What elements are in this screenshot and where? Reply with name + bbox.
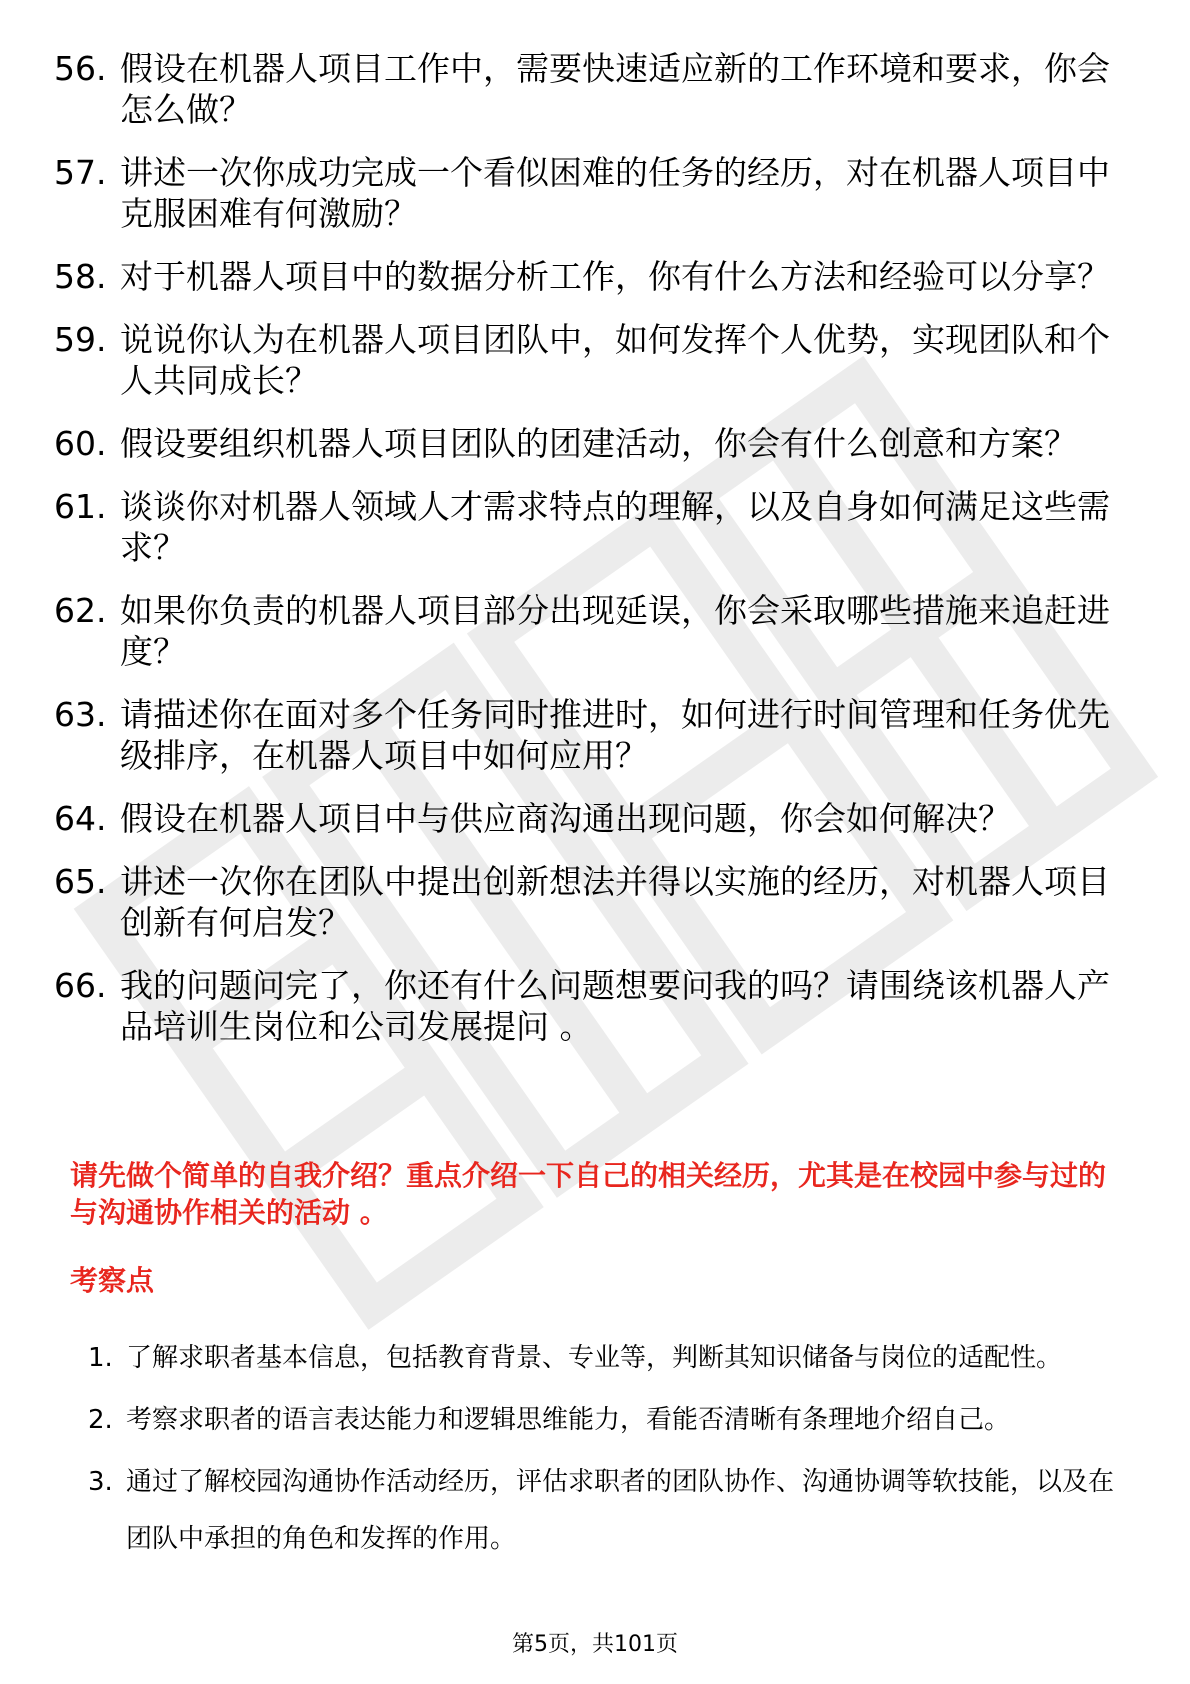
question-number: 65. xyxy=(54,862,107,901)
list-item xyxy=(54,48,1134,130)
point-text: 考察求职者的语言表达能力和逻辑思维能力，看能否清晰有条理地介绍自己。 xyxy=(126,1405,1011,1435)
question-number: 59. xyxy=(54,320,107,359)
list-item xyxy=(54,319,1134,401)
question-number: 64. xyxy=(54,799,107,838)
point-text: 通过了解校园沟通协作活动经历，评估求职者的团队协作、沟通协调等软技能，以及在团队中承担的角色和发挥的作用。 xyxy=(126,1467,1115,1554)
question-number: 66. xyxy=(54,966,107,1005)
question-list xyxy=(54,48,1134,1069)
list-item xyxy=(54,798,1134,839)
question-text: 讲述一次你在团队中提出创新想法并得以实施的经历，对机器人项目创新有何启发？ xyxy=(120,862,1110,942)
section-heading: 考察点 xyxy=(70,1264,155,1297)
point-number: 2. xyxy=(88,1405,113,1435)
evaluation-points xyxy=(88,1330,1118,1573)
question-number: 60. xyxy=(54,424,107,463)
point-text: 了解求职者基本信息，包括教育背景、专业等，判断其知识储备与岗位的适配性。 xyxy=(126,1343,1063,1373)
list-item xyxy=(54,256,1134,297)
list-item xyxy=(54,423,1134,464)
question-text: 对于机器人项目中的数据分析工作，你有什么方法和经验可以分享？ xyxy=(120,257,1110,296)
page-footer: 第5页，共101页 xyxy=(512,1632,678,1657)
question-number: 57. xyxy=(54,153,107,192)
question-number: 61. xyxy=(54,487,107,526)
question-text: 假设在机器人项目工作中，需要快速适应新的工作环境和要求，你会怎么做？ xyxy=(120,49,1110,129)
question-text: 假设在机器人项目中与供应商沟通出现问题，你会如何解决？ xyxy=(120,799,1011,838)
question-number: 62. xyxy=(54,591,107,630)
list-item xyxy=(54,694,1134,776)
list-item xyxy=(54,590,1134,672)
question-text: 讲述一次你成功完成一个看似困难的任务的经历，对在机器人项目中克服困难有何激励？ xyxy=(120,153,1110,233)
question-number: 63. xyxy=(54,695,107,734)
question-text: 如果你负责的机器人项目部分出现延误，你会采取哪些措施来追赶进度？ xyxy=(120,591,1110,671)
list-item xyxy=(54,152,1134,234)
question-text: 假设要组织机器人项目团队的团建活动，你会有什么创意和方案？ xyxy=(120,424,1077,463)
list-item xyxy=(88,1454,1118,1568)
question-number: 56. xyxy=(54,49,107,88)
question-text: 请描述你在面对多个任务同时推进时，如何进行时间管理和任务优先级排序，在机器人项目中如何应用？ xyxy=(120,695,1110,775)
list-item xyxy=(54,861,1134,943)
list-item xyxy=(54,965,1134,1047)
question-text: 我的问题问完了，你还有什么问题想要问我的吗？请围绕该机器人产品培训生岗位和公司发展提问 。 xyxy=(120,966,1110,1046)
question-number: 58. xyxy=(54,257,107,296)
question-text: 谈谈你对机器人领域人才需求特点的理解，以及自身如何满足这些需求？ xyxy=(120,487,1110,567)
point-number: 1. xyxy=(88,1343,113,1373)
question-text: 说说你认为在机器人项目团队中，如何发挥个人优势，实现团队和个人共同成长？ xyxy=(120,320,1110,400)
list-item xyxy=(88,1392,1118,1449)
list-item xyxy=(88,1330,1118,1387)
point-number: 3. xyxy=(88,1467,113,1497)
highlighted-question: 请先做个简单的自我介绍？重点介绍一下自己的相关经历，尤其是在校园中参与过的与沟通协作相关的活动 。 xyxy=(70,1159,1107,1229)
list-item xyxy=(54,486,1134,568)
